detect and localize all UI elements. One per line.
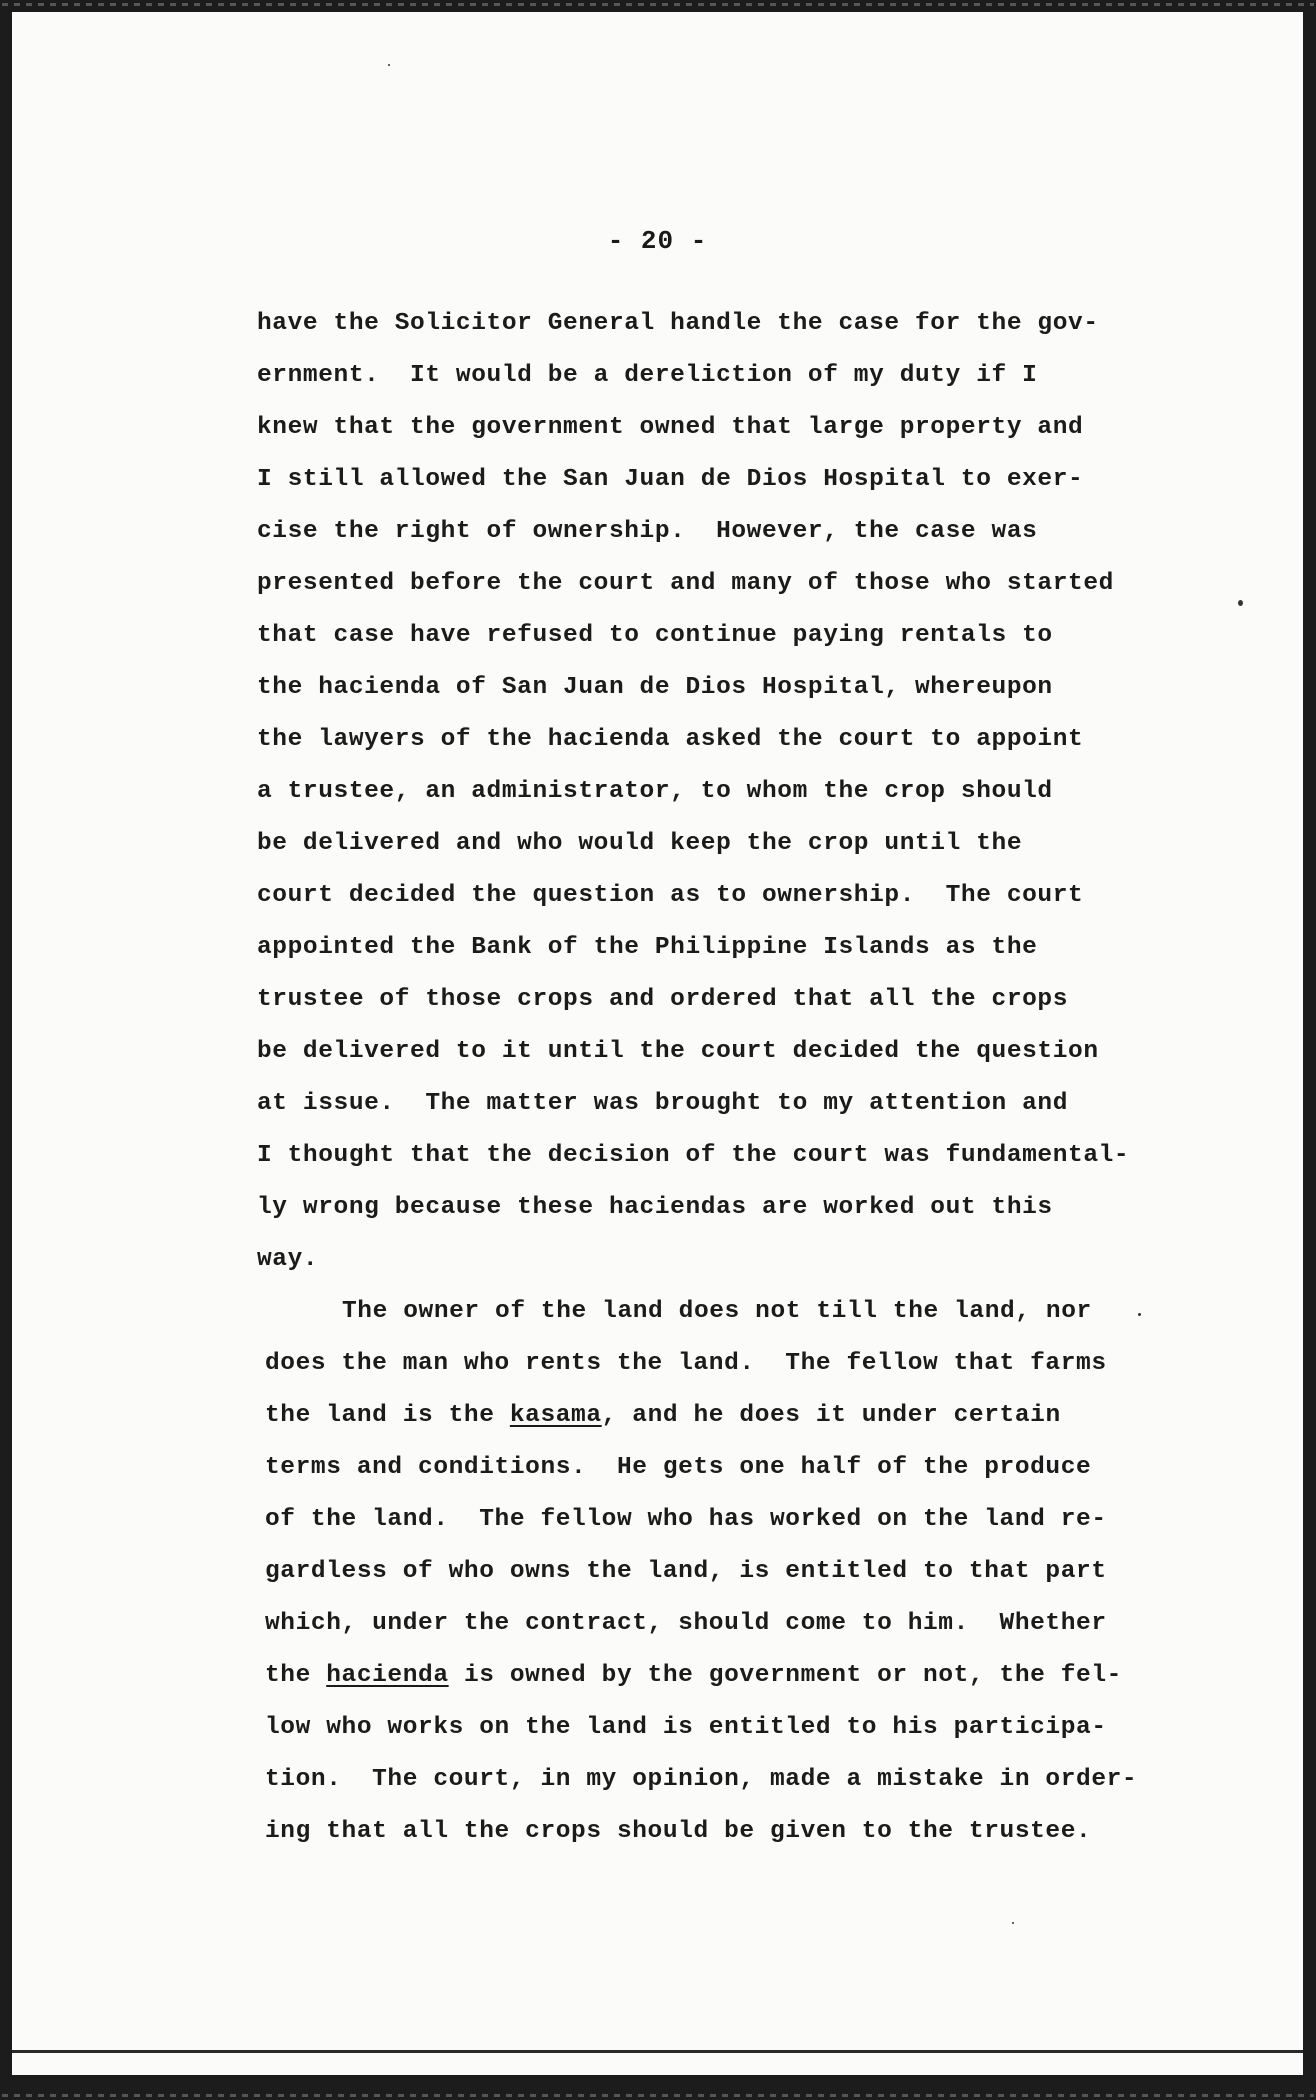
text-line: does the man who rents the land. The fellow that farms <box>265 1350 1107 1377</box>
text-line: the lawyers of the hacienda asked the court to appoint <box>257 726 1084 753</box>
text-line: gardless of who owns the land, is entitled to that part <box>265 1558 1107 1585</box>
text-line: The owner of the land does not till the land, nor <box>342 1298 1092 1325</box>
page-number: - 20 - <box>607 226 708 256</box>
text-line: that case have refused to continue paying rentals to <box>257 622 1053 649</box>
text-line: ly wrong because these haciendas are worked out this <box>257 1194 1053 1221</box>
film-edge-bottom <box>2 2094 1314 2097</box>
line-text: is owned by the government or not, the fel- <box>448 1662 1122 1689</box>
text-line: the hacienda of San Juan de Dios Hospital, whereupon <box>257 674 1053 701</box>
text-line: be delivered to it until the court decided the question <box>257 1038 1099 1065</box>
text-line: of the land. The fellow who has worked on the land re- <box>265 1506 1107 1533</box>
text-line: cise the right of ownership. However, the case was <box>257 518 1038 545</box>
text-line: which, under the contract, should come to him. Whether <box>265 1610 1107 1637</box>
text-line: appointed the Bank of the Philippine Islands as the <box>257 934 1038 961</box>
text-line: ernment. It would be a dereliction of my duty if I <box>257 362 1038 389</box>
text-line: way. <box>257 1246 319 1273</box>
text-line: presented before the court and many of those who started <box>257 570 1114 597</box>
scan-speck <box>1238 600 1243 606</box>
film-edge-top <box>2 3 1314 6</box>
text-line: ing that all the crops should be given to the trustee. <box>265 1818 1092 1845</box>
text-line: court decided the question as to ownership. The court <box>257 882 1084 909</box>
page-bottom-rule <box>12 2050 1303 2053</box>
text-line: I thought that the decision of the court was fundamental- <box>257 1142 1130 1169</box>
underlined-term-kasama: kasama <box>509 1402 602 1429</box>
text-line: I still allowed the San Juan de Dios Hospital to exer- <box>257 466 1084 493</box>
scan-speck <box>1138 1313 1141 1316</box>
text-line: a trustee, an administrator, to whom the crop should <box>257 778 1053 805</box>
text-line: terms and conditions. He gets one half of the produce <box>265 1454 1092 1481</box>
text-line: have the Solicitor General handle the case for the gov- <box>257 310 1099 337</box>
text-line: knew that the government owned that large property and <box>257 414 1084 441</box>
text-line: be delivered and who would keep the crop until the <box>257 830 1023 857</box>
text-line <box>265 1401 1061 1431</box>
text-line: trustee of those crops and ordered that all the crops <box>257 986 1069 1013</box>
line-text: the <box>265 1662 327 1689</box>
line-text: , and he does it under certain <box>601 1402 1061 1429</box>
scan-speck <box>1012 1922 1014 1924</box>
text-line: low who works on the land is entitled to his participa- <box>265 1714 1107 1741</box>
line-text: the land is the <box>265 1402 510 1429</box>
scan-speck <box>388 64 390 66</box>
document-page <box>12 12 1303 2075</box>
text-line: at issue. The matter was brought to my attention and <box>257 1090 1069 1117</box>
text-line: tion. The court, in my opinion, made a mistake in order- <box>265 1766 1138 1793</box>
underlined-term-hacienda: hacienda <box>326 1662 449 1689</box>
text-line <box>265 1661 1122 1691</box>
